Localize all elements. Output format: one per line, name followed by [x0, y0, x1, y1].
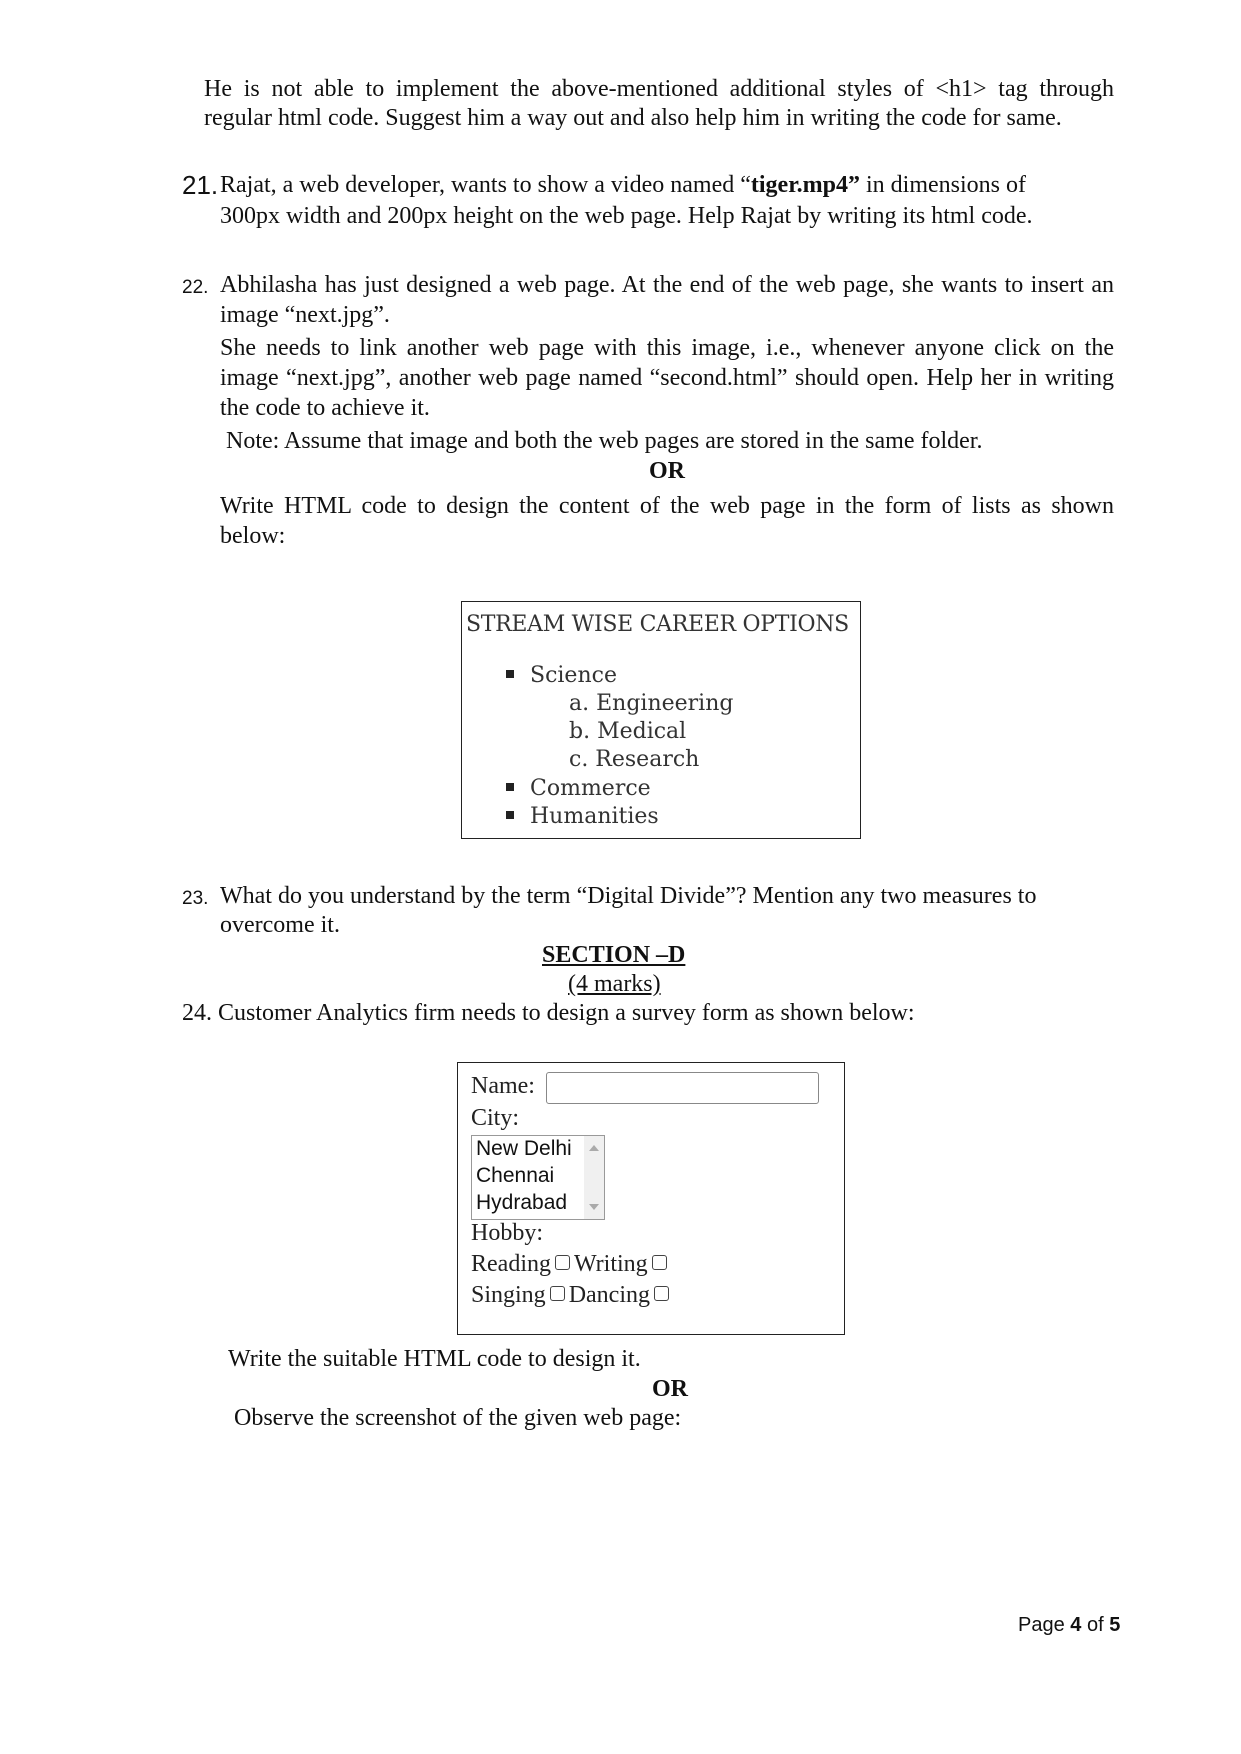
sub-item-research: c. Research	[569, 747, 700, 772]
q21-number-text: 21.	[182, 170, 219, 200]
survey-form-figure	[457, 1062, 845, 1335]
q21-line-1	[220, 170, 1026, 200]
q23-number	[182, 882, 208, 914]
section-title: SECTION –D	[542, 942, 686, 968]
q22-line-2: image “next.jpg”.	[220, 302, 390, 328]
name-input[interactable]	[546, 1072, 819, 1104]
city-option[interactable]: Chennai	[476, 1164, 555, 1187]
q21-line-2: 300px width and 200px height on the web page. Help Rajat by writing its html code.	[220, 203, 1033, 229]
q22-number-text: 22.	[182, 277, 209, 298]
bullet-label: Commerce	[530, 776, 651, 801]
square-bullet-icon	[506, 811, 514, 819]
q23-number-text: 23.	[182, 888, 209, 909]
city-option[interactable]: New Delhi	[476, 1137, 572, 1160]
hobby-singing-checkbox[interactable]	[550, 1286, 565, 1301]
q24-or: OR	[652, 1376, 688, 1402]
page-current: 4	[1070, 1614, 1082, 1636]
hobby-dancing-checkbox[interactable]	[654, 1286, 669, 1301]
hobby-reading-label: Reading	[471, 1251, 551, 1277]
intro-line-2: regular html code. Suggest him a way out and also help him in writing the code for same.	[204, 105, 1062, 131]
q23-line-2: overcome it.	[220, 912, 340, 938]
sub-item-engineering: a. Engineering	[569, 691, 734, 716]
q22-alt-line-1: Write HTML code to design the content of the web page in the form of lists as shown	[220, 493, 1114, 519]
q21-line-1-bold: tiger.mp4”	[750, 172, 860, 198]
list-item-humanities	[506, 804, 659, 829]
square-bullet-icon	[506, 670, 514, 678]
city-label: City:	[471, 1105, 520, 1131]
hobby-writing-label: Writing	[573, 1251, 648, 1277]
hobby-writing-checkbox[interactable]	[652, 1255, 667, 1270]
city-listbox[interactable]	[471, 1135, 605, 1220]
career-options-figure	[461, 601, 861, 839]
bullet-label: Science	[530, 663, 617, 688]
q21-line-1-pre: Rajat, a web developer, wants to show a video named “	[220, 172, 751, 198]
q22-note: Note: Assume that image and both the web pages are stored in the same folder.	[226, 428, 983, 454]
q24-instruction: Write the suitable HTML code to design it.	[228, 1346, 641, 1372]
career-title: STREAM WISE CAREER OPTIONS	[466, 612, 849, 637]
page-mid: of	[1081, 1614, 1110, 1636]
hobby-singing-label: Singing	[471, 1282, 546, 1308]
q22-alt-line-2: below:	[220, 523, 286, 549]
name-label: Name:	[471, 1073, 535, 1099]
q22-line-3: She needs to link another web page with this image, i.e., whenever anyone click on the	[220, 335, 1114, 361]
list-item-science	[506, 663, 617, 688]
page-total: 5	[1109, 1614, 1121, 1636]
sub-item-medical: b. Medical	[569, 719, 687, 744]
square-bullet-icon	[506, 783, 514, 791]
hobby-row-1	[471, 1251, 671, 1278]
bullet-label: Humanities	[530, 804, 659, 829]
q24-line-1: 24. Customer Analytics firm needs to design a survey form as shown below:	[182, 1000, 915, 1026]
listbox-scrollbar[interactable]	[584, 1136, 604, 1219]
q22-line-1: Abhilasha has just designed a web page. At the end of the web page, she wants to insert an	[220, 272, 1114, 298]
q22-line-5: the code to achieve it.	[220, 395, 430, 421]
page-prefix: Page	[1018, 1614, 1071, 1636]
q22-number	[182, 271, 208, 303]
scroll-up-arrow-icon[interactable]	[589, 1145, 599, 1151]
hobby-reading-checkbox[interactable]	[555, 1255, 570, 1270]
q24-observe: Observe the screenshot of the given web page:	[234, 1405, 682, 1431]
city-option[interactable]: Hydrabad	[476, 1191, 568, 1214]
list-item-commerce	[506, 776, 651, 801]
q22-or: OR	[649, 458, 685, 484]
q22-line-4: image “next.jpg”, another web page named “second.html” should open. Help her in writing	[220, 365, 1114, 391]
section-marks: (4 marks)	[568, 971, 661, 997]
page-number	[1018, 1614, 1120, 1637]
hobby-dancing-label: Dancing	[568, 1282, 650, 1308]
hobby-row-2	[471, 1282, 673, 1309]
q21-number	[182, 170, 218, 202]
intro-line-1: He is not able to implement the above-mentioned additional styles of <h1> tag through	[204, 76, 1114, 102]
scroll-down-arrow-icon[interactable]	[589, 1204, 599, 1210]
q23-line-1: What do you understand by the term “Digital Divide”? Mention any two measures to	[220, 883, 1037, 909]
hobby-label: Hobby:	[471, 1220, 543, 1246]
q21-line-1-post: in dimensions of	[859, 172, 1026, 198]
